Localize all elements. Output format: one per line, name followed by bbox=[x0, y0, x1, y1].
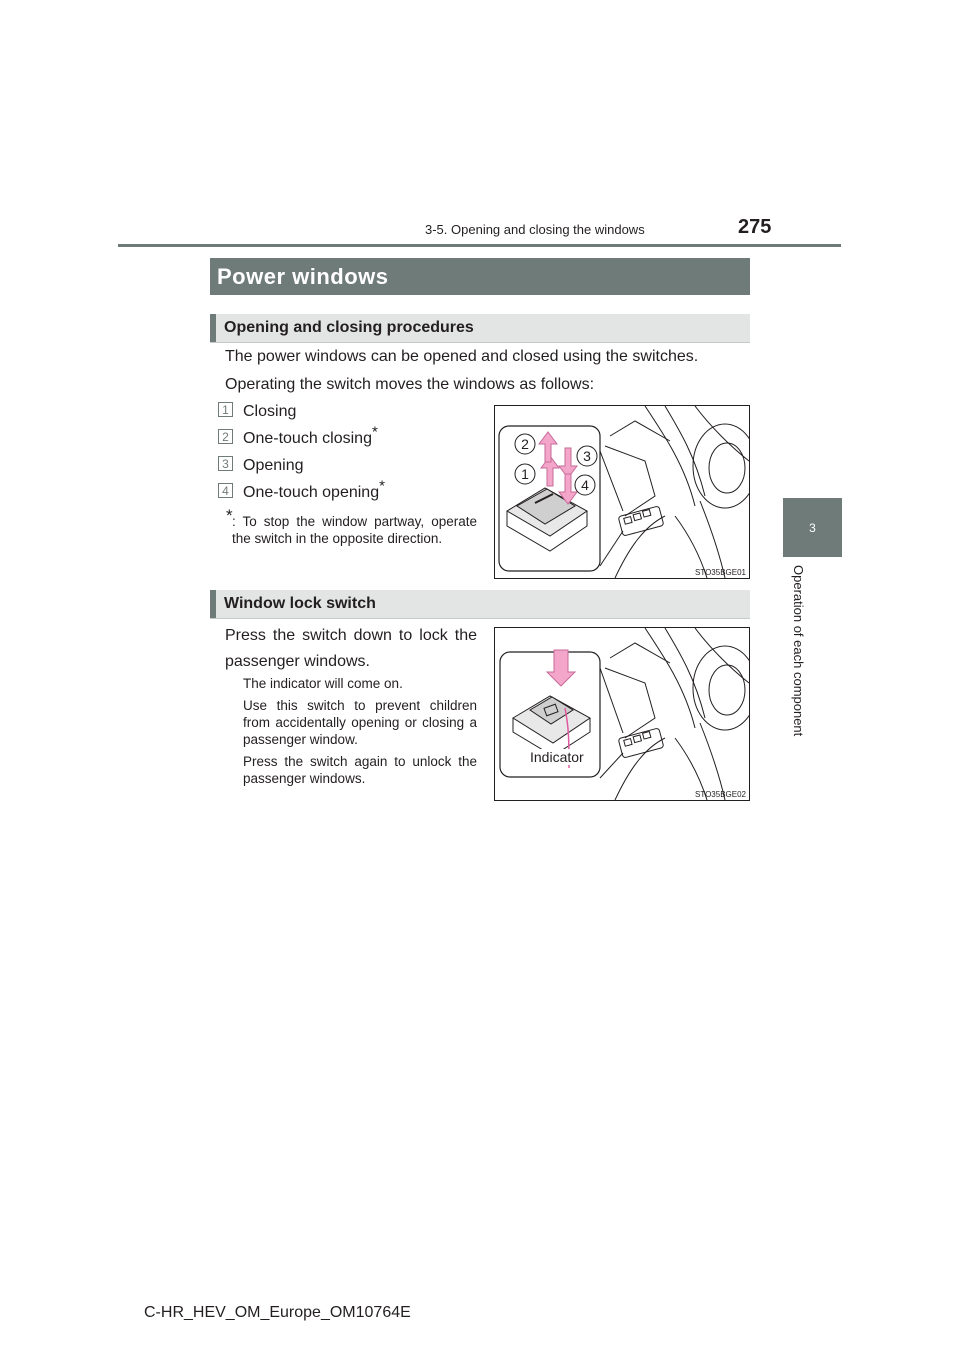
callout-1: 1 bbox=[521, 466, 529, 482]
window-lock-body: Press the switch down to lock the passenger windows. bbox=[225, 627, 477, 670]
window-lock-note-2: Use this switch to prevent children from accidentally opening or closing a passenger window. bbox=[243, 698, 477, 747]
callout-2: 2 bbox=[521, 436, 529, 452]
indicator-label: Indicator bbox=[530, 749, 584, 765]
document-footer: C-HR_HEV_OM_Europe_OM10764E bbox=[144, 1304, 411, 1321]
item-number-1: 1 bbox=[218, 402, 233, 417]
callout-4: 4 bbox=[581, 477, 589, 493]
item-label-opening: Opening bbox=[243, 457, 304, 474]
item-number-2: 2 bbox=[218, 429, 233, 444]
footnote-marker: * bbox=[226, 506, 233, 525]
intro-text-1: The power windows can be opened and closed using the switches. bbox=[225, 348, 699, 365]
page-number: 275 bbox=[738, 216, 772, 238]
item-label-closing: Closing bbox=[243, 403, 297, 420]
running-header-section: 3-5. Opening and closing the windows bbox=[425, 222, 645, 237]
item-number-4: 4 bbox=[218, 483, 233, 498]
callout-3: 3 bbox=[583, 448, 591, 464]
section-header-label: Window lock switch bbox=[224, 595, 376, 612]
item-number-3: 3 bbox=[218, 456, 233, 471]
window-lock-note-3: Press the switch again to unlock the passenger windows. bbox=[243, 754, 477, 786]
section-header-window-lock bbox=[210, 590, 750, 619]
chapter-title-vertical bbox=[791, 565, 812, 765]
window-switch-illustration bbox=[495, 406, 749, 578]
chapter-tab: 3 bbox=[783, 498, 842, 557]
window-lock-illustration bbox=[495, 628, 749, 800]
figure-code-2: STO35BGE02 bbox=[695, 790, 746, 799]
section-header-accent bbox=[210, 590, 216, 618]
figure-window-lock bbox=[494, 627, 750, 801]
item-label-one-touch-opening: One-touch opening* bbox=[243, 477, 385, 501]
section-header-opening-closing bbox=[210, 314, 750, 343]
footnote-text: : To stop the window partway, operate the switch in the opposite direction. bbox=[232, 514, 477, 546]
page-title: Power windows bbox=[210, 258, 750, 295]
figure-code-1: STO35BGE01 bbox=[695, 568, 746, 577]
chapter-title: Operation of each component bbox=[791, 565, 806, 737]
window-lock-note-1: The indicator will come on. bbox=[243, 676, 403, 691]
section-header-accent bbox=[210, 314, 216, 342]
figure-window-switch bbox=[494, 405, 750, 579]
intro-text-2: Operating the switch moves the windows as follows: bbox=[225, 376, 595, 393]
section-header-label: Opening and closing procedures bbox=[224, 319, 474, 336]
item-label-one-touch-closing: One-touch closing* bbox=[243, 423, 378, 447]
header-rule bbox=[118, 244, 841, 247]
